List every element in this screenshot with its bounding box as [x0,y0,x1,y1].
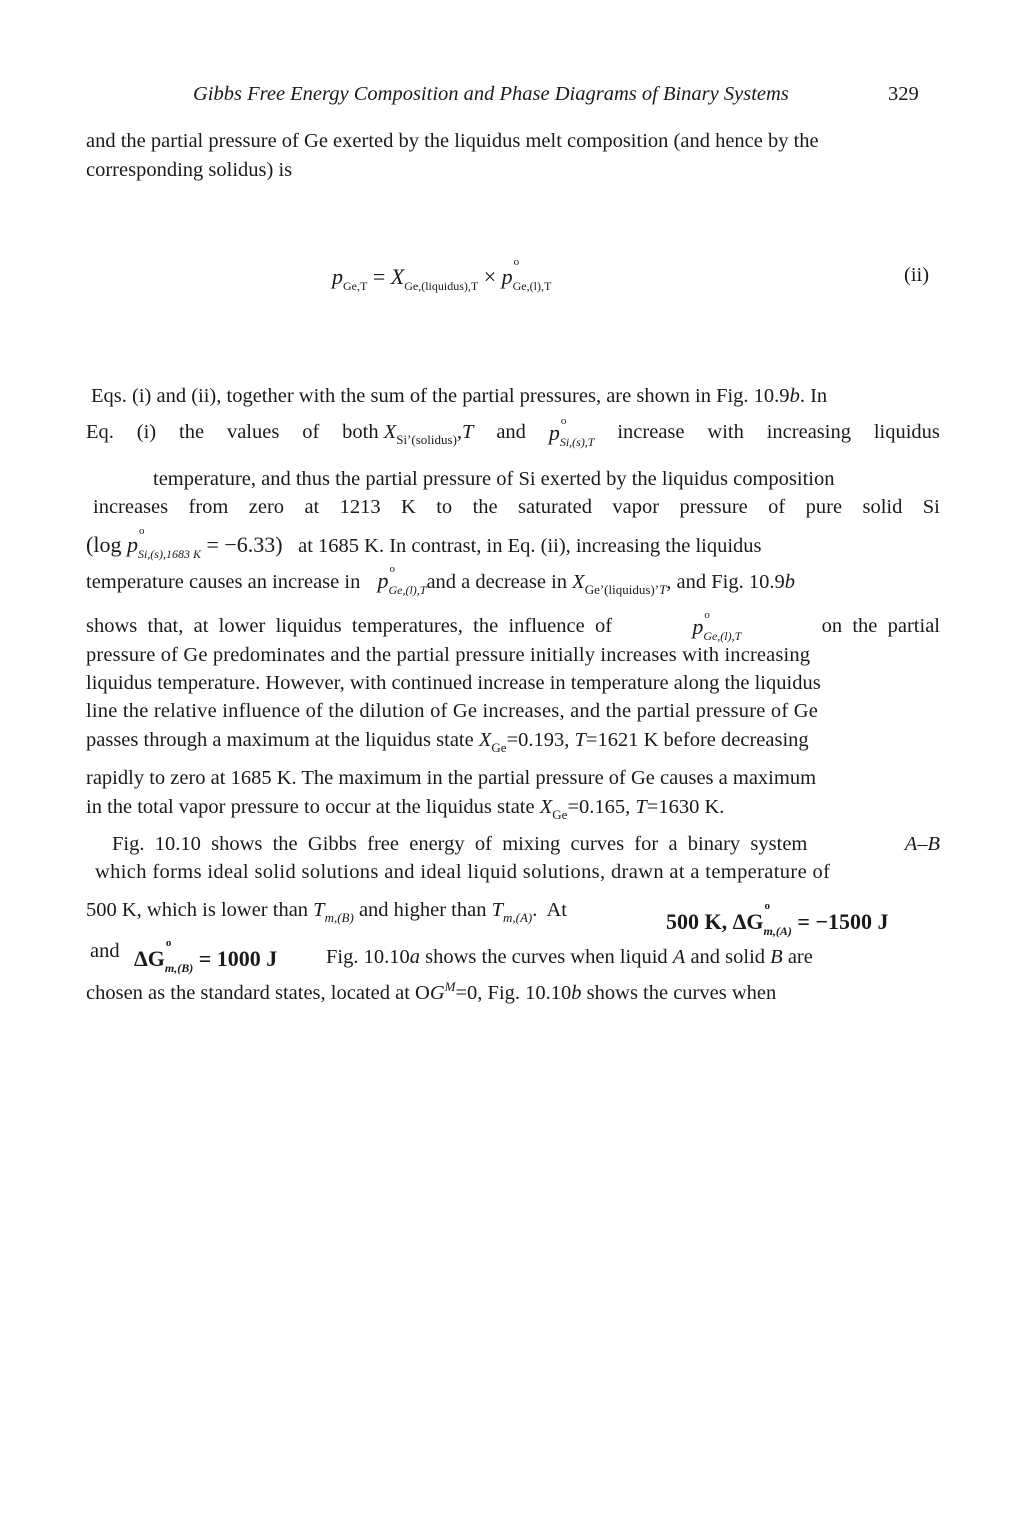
math-symbol: = −6.33) [206,532,283,557]
text-word: of [768,496,786,518]
math-subscript: Ge,(l),T [388,583,427,597]
text-run: shows the curves when [586,982,777,1004]
text-line: and [90,940,120,962]
eq-symbol: p [332,264,343,289]
text-word: the [472,496,498,518]
text-line: liquidus temperature. However, with continued increase in temperature along the liquidus [86,672,821,694]
text-run: in the total vapor pressure to occur at the liquidus state [86,796,535,818]
text-word: at [304,496,320,518]
text-run: the [179,421,205,443]
text-line: rapidly to zero at 1685 K. The maximum in the partial pressure of Ge causes a maximum [86,767,817,789]
equation-label: (ii) [904,264,930,286]
text-line [93,497,940,518]
text-word: vapor [612,496,660,518]
math-symbol: X [539,796,553,818]
text-run: Eq. [86,421,114,443]
text-run: a [409,946,420,968]
inline-math: p o $_{Ge,(l),T}$ [377,563,427,597]
text-word: from [188,496,229,518]
text-run: b [784,571,795,593]
math-symbol: T [635,796,647,818]
text-run: liquidus [873,421,940,443]
math-subscript: Si’(solidus) [396,432,457,447]
text-run: A–B [904,833,940,855]
text-run: values [226,421,280,443]
text-run: and higher than [358,899,487,921]
text-run: and solid [690,946,766,968]
text-run: B [770,946,783,968]
text-run: and [496,421,526,443]
text-run: with [707,421,744,443]
text-run: increase [617,421,685,443]
text-run: shows that, at lower liquidus temperatures, the influence of [86,615,613,637]
math-symbol: = −1500 J [797,909,889,934]
inline-math: p o $_{Ge,(l),T}$ [692,609,742,643]
text-run: =0.193, [506,729,570,751]
text-word: solid [862,496,903,518]
text-run: Fig. 10.10 shows the Gibbs free energy of mixing curves for a binary system [112,833,808,855]
math-symbol: T [491,899,503,921]
math-symbol: 500 K, ΔG [666,909,764,934]
inline-math: p o $_{Si,(s),T}$ [548,415,595,449]
text-run: are [787,946,813,968]
text-run: . In [799,385,828,407]
text-line [86,729,809,755]
math-symbol: p [692,614,704,639]
eq-symbol: p [501,264,513,289]
text-run: on the partial [821,615,940,637]
text-line [86,796,725,822]
math-superscript: M [444,979,456,994]
equation-ii: $p_{Ge,T} = X_{Ge,(liquidus),T} \times p$ o $_{Ge,(l),T}$ [332,256,552,293]
math-subscript: m,(A) [503,910,533,925]
text-line [91,386,827,407]
eq-operator: × [483,264,497,289]
text-word: 1213 [339,496,381,518]
eq-subscript: Ge,(liquidus),T [404,279,479,293]
page-number: 329 [888,83,919,105]
text-line: and the partial pressure of Ge exerted by the liquidus melt composition (and hence by the [86,130,819,152]
math-subscript: T [659,582,667,597]
text-line [326,947,813,968]
eq-subscript: Ge,(l),T [512,279,552,293]
math-symbol: G [429,982,445,1004]
math-symbol: (log [86,532,122,557]
inline-math: (log p o $_{Si,(s),1683 K}$ = −6.33) [86,525,283,561]
math-symbol: = 1000 J [198,946,278,971]
math-symbol: X [383,421,397,443]
text-word: pressure [679,496,748,518]
text-line: which forms ideal solid solutions and ideal liquid solutions, drawn at a temperature of [95,861,831,883]
text-word: increases [93,496,169,518]
text-run: b [789,385,800,407]
text-run: passes through a maximum at the liquidus state [86,729,474,751]
text-word: pure [805,496,843,518]
eq-symbol: X [390,264,405,289]
text-run: and a decrease in [426,571,568,593]
running-title: Gibbs Free Energy Composition and Phase Diagrams of Binary Systems [193,83,789,105]
inline-math: 500 K, ΔG o $_{m,(A)}$ = −1500 J [666,900,889,938]
text-line [86,979,777,1004]
math-symbol: p [548,420,560,445]
text-run: =1630 K. [646,796,725,818]
text-run [342,422,473,445]
math-symbol: p [377,568,389,593]
text-run: . At [532,899,567,921]
math-subscript: Ge [491,740,507,755]
math-symbol: T [574,729,586,751]
text-line [86,525,762,561]
text-line: line the relative influence of the dilution of Ge increases, and the partial pressure of Ge [86,700,819,722]
math-subscript: m,(A) [763,924,792,938]
math-symbol: p [126,532,138,557]
text-line [86,609,940,643]
text-word: to [436,496,453,518]
text-line: pressure of Ge predominates and the partial pressure initially increases with increasing [86,644,811,666]
text-run: A [672,946,686,968]
text-word: Si [922,496,940,518]
math-subscript: Ge,(l),T [703,629,742,643]
text-run: , and Fig. 10.9 [666,571,785,593]
text-run: 500 K, which is lower than [86,899,309,921]
text-run: (i) [136,421,157,443]
eq-subscript: Ge,T [343,279,368,293]
text-run: b [571,982,582,1004]
math-subscript: Ge’(liquidus)’ [584,582,660,597]
text-run: both [342,421,379,443]
math-subscript: m,(B) [164,961,194,975]
math-subscript: Si,(s),1683 K [137,547,201,561]
text-run: chosen as the standard states, located at O [86,982,430,1004]
text-line [112,834,940,855]
text-line [86,899,567,925]
math-subscript: Si,(s),T [559,435,595,449]
text-word: zero [248,496,285,518]
text-line: temperature, and thus the partial pressure of Si exerted by the liquidus composition [153,468,835,490]
text-line [86,563,795,597]
text-word: saturated [518,496,592,518]
text-word: K [401,496,416,518]
text-run: of [302,421,320,443]
math-subscript: m,(B) [324,910,354,925]
text-run: =0.165, [567,796,631,818]
text-run: =1621 K before decreasing [585,729,809,751]
text-run: =0, Fig. 10.10 [455,982,572,1004]
math-symbol: T [313,899,325,921]
inline-math: ΔG o $_{m,(B)}$ = 1000 J [134,937,278,975]
text-line: corresponding solidus) is [86,159,293,181]
math-symbol: ΔG [134,946,165,971]
text-run: shows the curves when liquid [425,946,668,968]
math-subscript: Ge [552,807,568,822]
text-run: temperature causes an increase in [86,571,361,593]
math-symbol: X [478,729,492,751]
text-run: Fig. 10.10 [326,946,410,968]
text-run: at 1685 K. In contrast, in Eq. (ii), increasing the liquidus [298,535,762,557]
text-run: increasing [766,421,851,443]
text-line [86,415,940,449]
eq-operator: = [372,264,386,289]
math-symbol: ,T [456,421,474,443]
text-run: Eqs. (i) and (ii), together with the sum of the partial pressures, are shown in Fig. 10.9 [91,385,790,407]
math-symbol: X [572,571,585,593]
